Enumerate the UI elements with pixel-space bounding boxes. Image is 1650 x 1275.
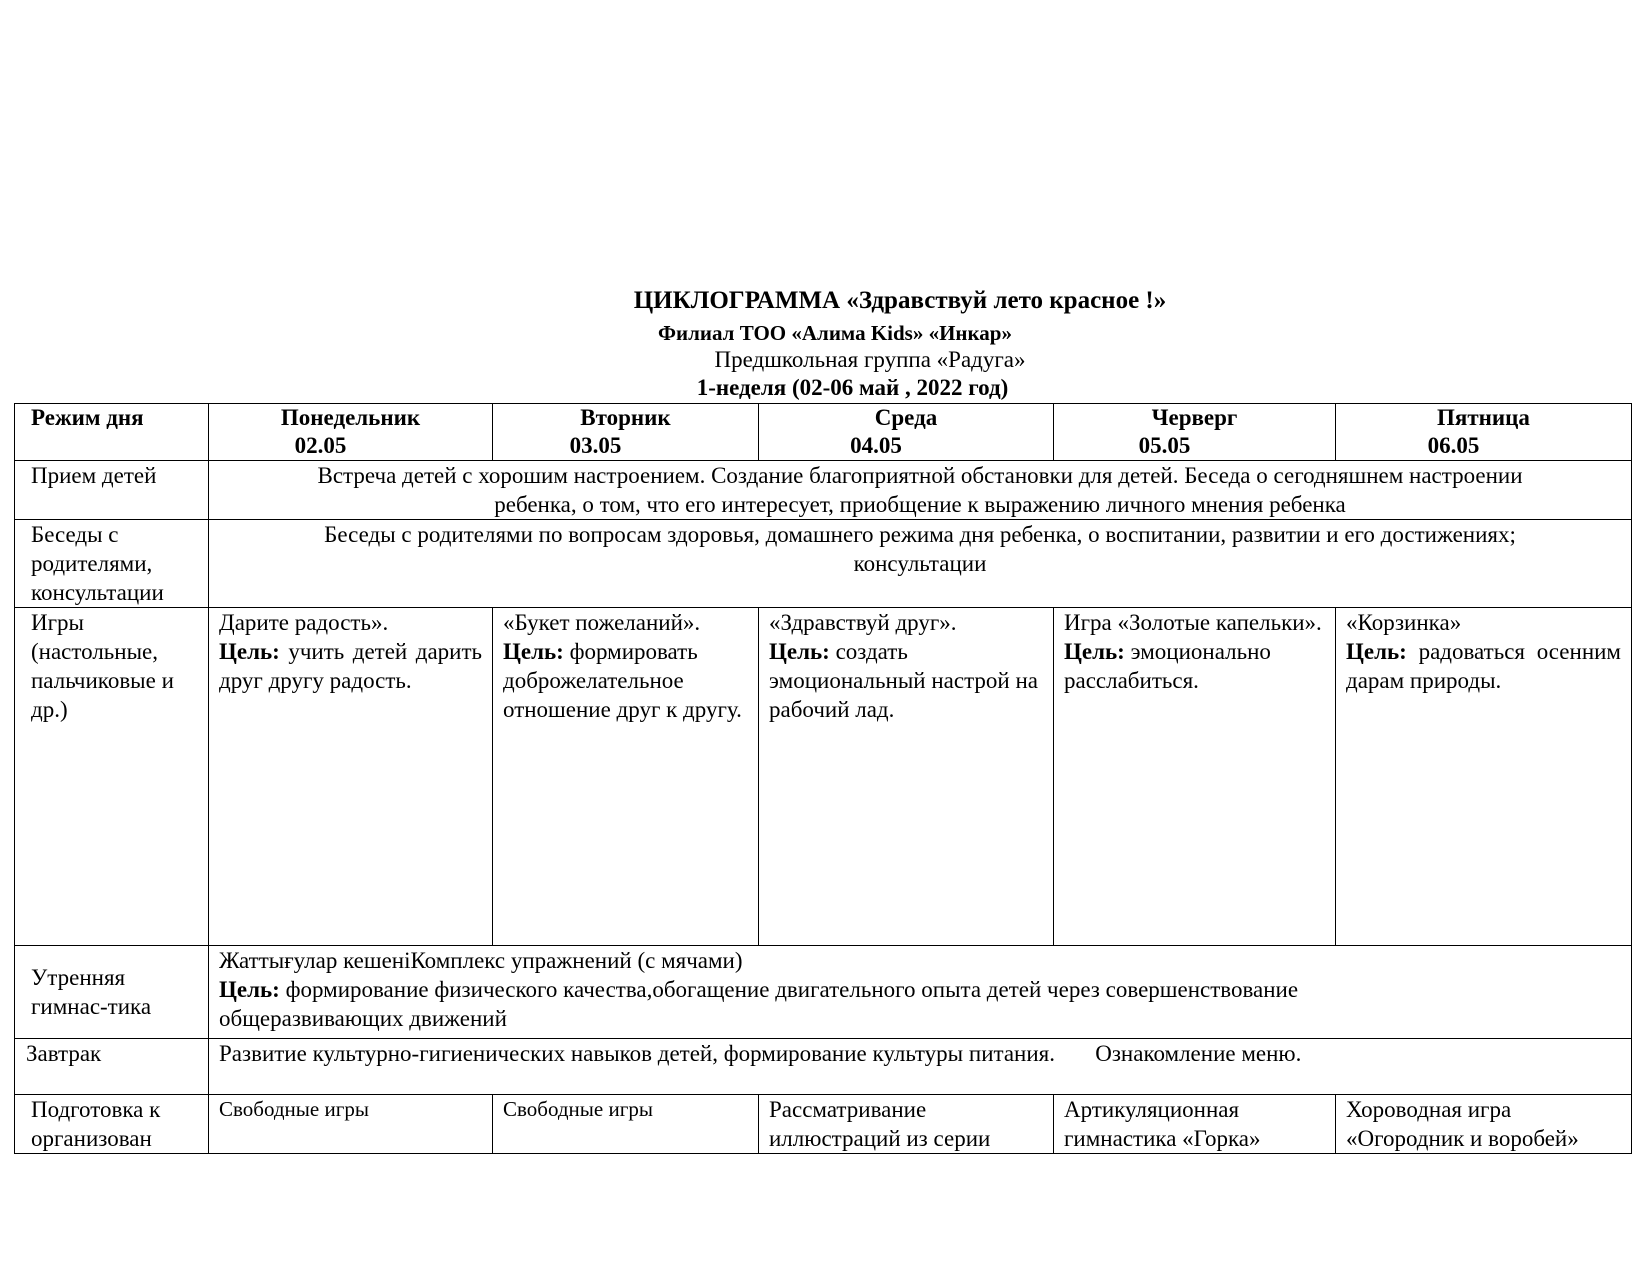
- table-row-reception: [15, 461, 1632, 520]
- goal-label: Цель:: [219, 639, 280, 664]
- day-header-tuesday: [493, 404, 759, 461]
- goal-label: Цель:: [769, 639, 830, 664]
- gymnastics-text: [209, 946, 1632, 1039]
- group-name: Предшкольная группа «Радуга»: [714, 347, 1026, 372]
- row-label: Утренняя гимнас-тика: [15, 946, 209, 1039]
- game-title: Игра «Золотые капельки».: [1064, 610, 1322, 635]
- reception-line: ребенка, о том, что его интересует, приобщение к выражению личного мнения ребенка: [494, 492, 1346, 517]
- game-title: «Букет пожеланий».: [503, 610, 701, 635]
- prep-cell-friday: Хороводная игра «Огородник и воробей»: [1336, 1095, 1632, 1154]
- breakfast-text: Развитие культурно-гигиенических навыков детей, формирование культуры питания. Ознакомление меню.: [209, 1039, 1632, 1095]
- table-row-gymnastics: [15, 946, 1632, 1039]
- games-cell-friday: [1336, 608, 1632, 946]
- parents-line: консультации: [853, 551, 987, 576]
- games-cell-monday: [209, 608, 493, 946]
- day-name: Среда: [874, 405, 938, 430]
- goal-text: учить детей дарить друг другу радость.: [219, 639, 483, 693]
- game-goal: [503, 637, 748, 724]
- game-goal: [1346, 637, 1621, 695]
- branch-name: Филиал ТОО «Алима Kids» «Инкар»: [657, 321, 1012, 345]
- gymnastics-line: Жаттығулар кешеніКомплекс упражнений (с мячами): [219, 948, 743, 973]
- goal-label: Цель:: [1346, 639, 1407, 664]
- goal-text: создать эмоциональный настрой на рабочий лад.: [769, 639, 1038, 722]
- table-row-preparation: [15, 1095, 1632, 1154]
- day-date: 06.05: [1427, 433, 1480, 458]
- day-name: Пятница: [1437, 405, 1530, 430]
- row-label: Беседы с родителями, консультации: [15, 520, 209, 608]
- games-cell-wednesday: [759, 608, 1054, 946]
- goal-text: эмоционально расслабиться.: [1064, 639, 1271, 693]
- table-row-breakfast: [15, 1039, 1632, 1095]
- goal-text: формировать доброжелательное отношение друг к другу.: [503, 639, 742, 722]
- goal-label: Цель:: [503, 639, 564, 664]
- table-row-parents: [15, 520, 1632, 608]
- gymnastics-goal: [219, 975, 1621, 1033]
- day-name: Понедельник: [280, 405, 421, 430]
- games-cell-tuesday: [493, 608, 759, 946]
- game-goal: [219, 637, 482, 695]
- document-title: ЦИКЛОГРАММА «Здравствуй лето красное !»: [633, 287, 1167, 314]
- day-date: 03.05: [569, 433, 622, 458]
- regime-header: Режим дня: [15, 404, 209, 461]
- game-goal: [1064, 637, 1325, 695]
- day-date: 04.05: [850, 433, 902, 458]
- game-goal: [769, 637, 1043, 724]
- day-header-monday: [209, 404, 493, 461]
- row-label: Игры (настольные, пальчиковые и др.): [15, 608, 209, 946]
- row-label: Подготовка к организован: [15, 1095, 209, 1154]
- day-header-wednesday: [759, 404, 1054, 461]
- table-header-row: [15, 404, 1632, 461]
- parents-text: [209, 520, 1632, 608]
- day-date: 05.05: [1138, 433, 1191, 458]
- day-name: Черверг: [1151, 405, 1238, 430]
- week-period: 1-неделя (02-06 май , 2022 год): [696, 375, 1009, 400]
- table-row-games: [15, 608, 1632, 946]
- row-label: Завтрак: [15, 1039, 209, 1095]
- cyclogram-table: [14, 403, 1632, 1154]
- day-header-thursday: [1054, 404, 1336, 461]
- game-title: «Здравствуй друг».: [769, 610, 957, 635]
- row-label: Прием детей: [15, 461, 209, 520]
- goal-text: формирование физического качества,обогащение двигательного опыта детей через совершенствование общеразвивающих движений: [219, 977, 1299, 1031]
- parents-line: Беседы с родителями по вопросам здоровья, домашнего режима дня ребенка, о воспитании, развитии и его достижениях;: [324, 522, 1516, 547]
- games-cell-thursday: [1054, 608, 1336, 946]
- goal-label: Цель:: [1064, 639, 1125, 664]
- prep-cell-wednesday: Рассматривание иллюстраций из серии: [759, 1095, 1054, 1154]
- day-header-friday: [1336, 404, 1632, 461]
- prep-cell-tuesday: Свободные игры: [493, 1095, 759, 1154]
- prep-cell-monday: Свободные игры: [209, 1095, 493, 1154]
- prep-cell-thursday: Артикуляционная гимнастика «Горка»: [1054, 1095, 1336, 1154]
- goal-label: Цель:: [219, 977, 280, 1002]
- reception-line: Встреча детей с хорошим настроением. Создание благоприятной обстановки для детей. Беседа о сегодняшнем настроении: [317, 463, 1523, 488]
- game-title: Дарите радость».: [219, 610, 389, 635]
- reception-text: [209, 461, 1632, 520]
- game-title: «Корзинка»: [1346, 610, 1462, 635]
- day-name: Вторник: [580, 405, 671, 430]
- goal-text: радоваться осенним дарам природы.: [1346, 639, 1621, 693]
- day-date: 02.05: [294, 433, 347, 458]
